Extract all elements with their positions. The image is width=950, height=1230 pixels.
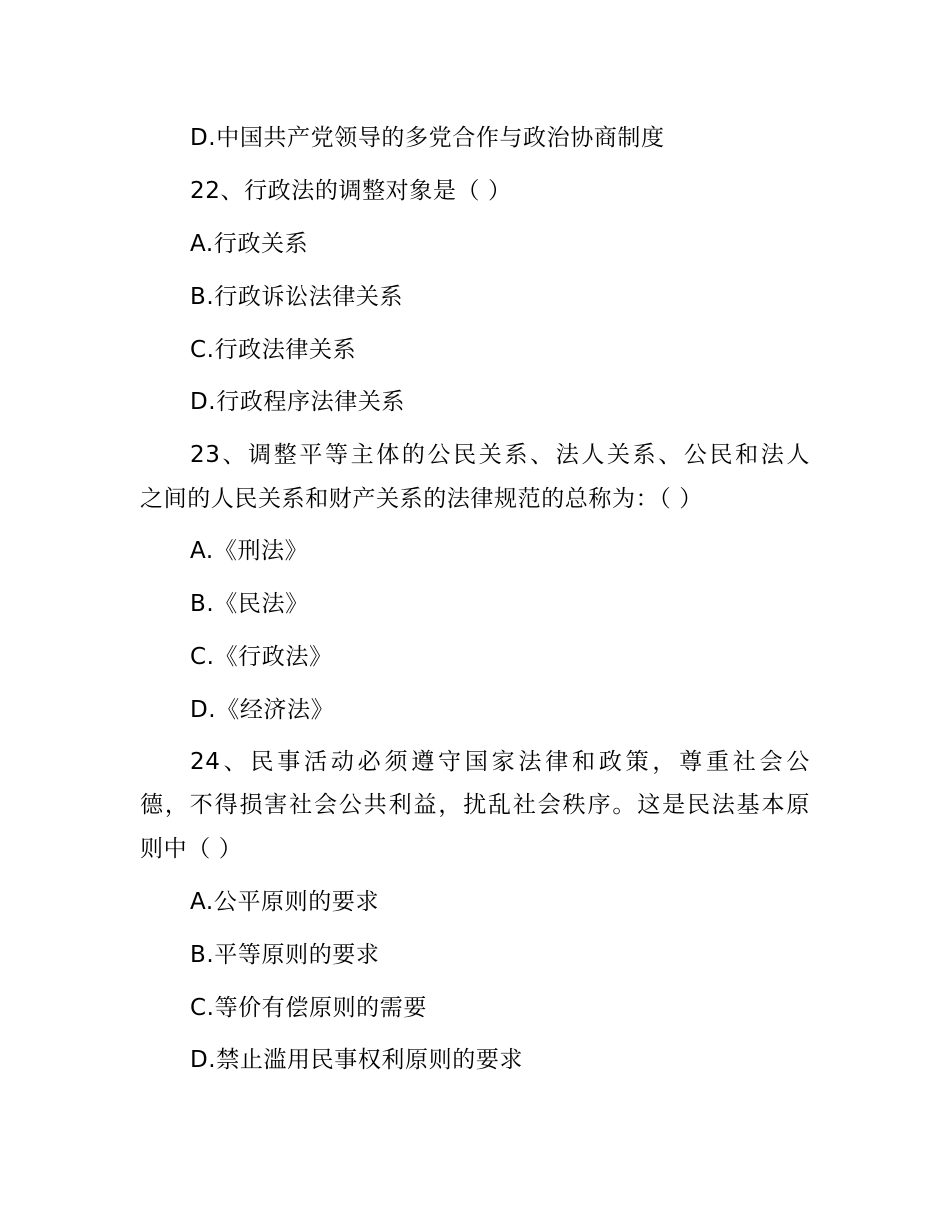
q24-option-a: A.公平原则的要求	[190, 889, 380, 915]
q24-stem-line2: 德，不得损害社会公共利益，扰乱社会秩序。这是民法基本原	[140, 792, 810, 818]
q23-option-b: B.《民法》	[190, 591, 309, 617]
q24-option-b: B.平等原则的要求	[190, 942, 380, 968]
q22-stem: 22、行政法的调整对象是（ ）	[190, 178, 512, 204]
q22-option-d: D.行政程序法律关系	[190, 389, 406, 415]
q24-stem-line1: 24、民事活动必须遵守国家法律和政策，尊重社会公	[190, 749, 810, 775]
q21-option-d: D.中国共产党领导的多党合作与政治协商制度	[190, 125, 665, 151]
q24-option-c: C.等价有偿原则的需要	[190, 995, 427, 1021]
q24-option-d: D.禁止滥用民事权利原则的要求	[190, 1047, 524, 1073]
q22-option-c: C.行政法律关系	[190, 337, 357, 363]
q23-option-d: D.《经济法》	[190, 697, 335, 723]
q22-option-b: B.行政诉讼法律关系	[190, 284, 404, 310]
q24-stem-line3: 则中（ ）	[140, 836, 243, 862]
q23-stem-line2: 之间的人民关系和财产关系的法律规范的总称为：（ ）	[140, 486, 703, 512]
q23-option-a: A.《刑法》	[190, 538, 309, 564]
q23-stem-line1: 23、调整平等主体的公民关系、法人关系、公民和法人	[190, 442, 810, 468]
q22-option-a: A.行政关系	[190, 231, 309, 257]
q23-option-c: C.《行政法》	[190, 644, 333, 670]
